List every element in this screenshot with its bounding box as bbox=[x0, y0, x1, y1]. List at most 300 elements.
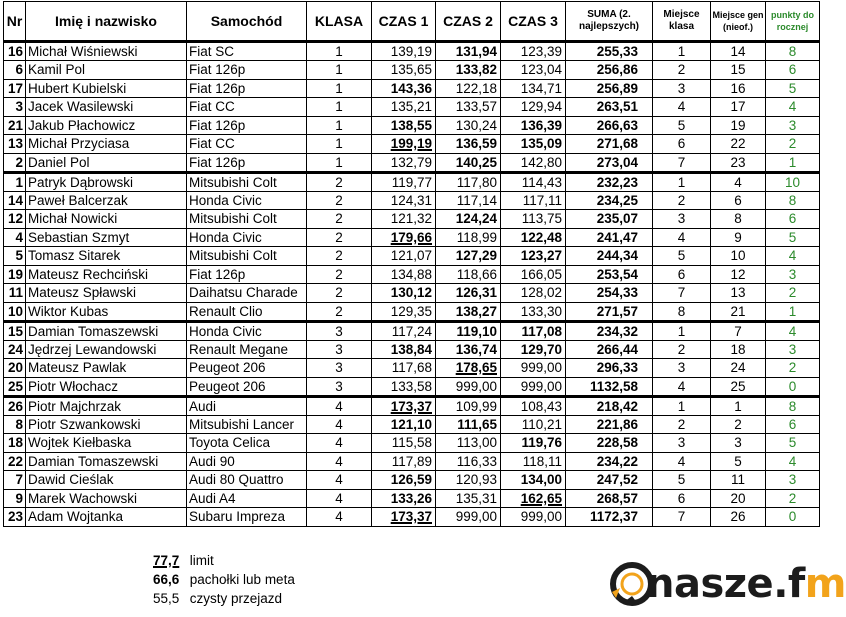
cell-klasa: 3 bbox=[307, 377, 372, 396]
cell-nr: 1 bbox=[4, 172, 26, 191]
cell-czas3: 117,08 bbox=[501, 321, 566, 340]
cell-suma: 232,23 bbox=[566, 172, 653, 191]
cell-czas2: 140,25 bbox=[436, 153, 501, 172]
cell-car: Subaru Impreza bbox=[187, 508, 307, 527]
cell-czas1: 124,31 bbox=[372, 191, 436, 210]
cell-car: Renault Clio bbox=[187, 302, 307, 321]
cell-name: Tomasz Sitarek bbox=[26, 247, 187, 266]
cell-gen: 2 bbox=[711, 415, 766, 434]
cell-name: Mateusz Rechciński bbox=[26, 265, 187, 284]
cell-klasa: 4 bbox=[307, 452, 372, 471]
table-row bbox=[4, 247, 820, 266]
cell-car: Honda Civic bbox=[187, 321, 307, 340]
cell-place: 3 bbox=[653, 359, 711, 378]
table-row bbox=[4, 135, 820, 154]
cell-klasa: 4 bbox=[307, 471, 372, 490]
legend-item bbox=[153, 589, 295, 608]
cell-czas1: 129,35 bbox=[372, 302, 436, 321]
cell-nr: 14 bbox=[4, 191, 26, 210]
cell-czas3: 142,80 bbox=[501, 153, 566, 172]
cell-car: Fiat 126p bbox=[187, 61, 307, 80]
cell-points: 3 bbox=[766, 265, 820, 284]
cell-czas1: 119,77 bbox=[372, 172, 436, 191]
table-row bbox=[4, 489, 820, 508]
cell-points: 3 bbox=[766, 340, 820, 359]
cell-nr: 7 bbox=[4, 471, 26, 490]
cell-czas3: 128,02 bbox=[501, 284, 566, 303]
cell-car: Toyota Celica bbox=[187, 434, 307, 453]
cell-nr: 24 bbox=[4, 340, 26, 359]
cell-czas2: 119,10 bbox=[436, 321, 501, 340]
cell-czas1: 179,66 bbox=[372, 228, 436, 247]
cell-klasa: 2 bbox=[307, 302, 372, 321]
cell-czas2: 127,29 bbox=[436, 247, 501, 266]
table-row bbox=[4, 42, 820, 61]
cell-place: 5 bbox=[653, 247, 711, 266]
header-name: Imię i nazwisko bbox=[26, 2, 187, 42]
cell-klasa: 1 bbox=[307, 98, 372, 117]
cell-car: Fiat 126p bbox=[187, 116, 307, 135]
cell-points: 6 bbox=[766, 210, 820, 229]
cell-suma: 1172,37 bbox=[566, 508, 653, 527]
cell-place: 7 bbox=[653, 284, 711, 303]
table-row bbox=[4, 452, 820, 471]
cell-nr: 21 bbox=[4, 116, 26, 135]
cell-points: 0 bbox=[766, 508, 820, 527]
cell-klasa: 2 bbox=[307, 191, 372, 210]
cell-czas2: 136,59 bbox=[436, 135, 501, 154]
cell-points: 2 bbox=[766, 135, 820, 154]
cell-gen: 11 bbox=[711, 471, 766, 490]
cell-points: 8 bbox=[766, 191, 820, 210]
cell-name: Piotr Włochacz bbox=[26, 377, 187, 396]
cell-points: 6 bbox=[766, 61, 820, 80]
cell-czas3: 122,48 bbox=[501, 228, 566, 247]
cell-czas1: 132,79 bbox=[372, 153, 436, 172]
cell-suma: 271,57 bbox=[566, 302, 653, 321]
header-czas2: CZAS 2 bbox=[436, 2, 501, 42]
cell-klasa: 1 bbox=[307, 116, 372, 135]
table-row bbox=[4, 228, 820, 247]
cell-name: Paweł Balcerzak bbox=[26, 191, 187, 210]
cell-suma: 228,58 bbox=[566, 434, 653, 453]
cell-points: 4 bbox=[766, 247, 820, 266]
cell-nr: 19 bbox=[4, 265, 26, 284]
cell-czas2: 135,31 bbox=[436, 489, 501, 508]
table-row bbox=[4, 377, 820, 396]
cell-czas2: 999,00 bbox=[436, 508, 501, 527]
cell-klasa: 2 bbox=[307, 210, 372, 229]
cell-czas2: 133,57 bbox=[436, 98, 501, 117]
cell-name: Marek Wachowski bbox=[26, 489, 187, 508]
cell-car: Mitsubishi Colt bbox=[187, 247, 307, 266]
cell-suma: 256,86 bbox=[566, 61, 653, 80]
cell-czas1: 121,32 bbox=[372, 210, 436, 229]
legend-label: czysty przejazd bbox=[189, 591, 283, 606]
cell-gen: 12 bbox=[711, 265, 766, 284]
cell-points: 8 bbox=[766, 396, 820, 415]
cell-place: 1 bbox=[653, 396, 711, 415]
cell-suma: 266,63 bbox=[566, 116, 653, 135]
cell-suma: 255,33 bbox=[566, 42, 653, 61]
logo-brand: nasze.fm bbox=[646, 561, 846, 607]
table-row bbox=[4, 284, 820, 303]
cell-klasa: 1 bbox=[307, 42, 372, 61]
cell-points: 5 bbox=[766, 434, 820, 453]
cell-czas1: 133,26 bbox=[372, 489, 436, 508]
cell-czas1: 139,19 bbox=[372, 42, 436, 61]
cell-suma: 253,54 bbox=[566, 265, 653, 284]
cell-suma: 271,68 bbox=[566, 135, 653, 154]
legend-item bbox=[153, 570, 295, 589]
cell-czas3: 123,39 bbox=[501, 42, 566, 61]
cell-gen: 20 bbox=[711, 489, 766, 508]
cell-car: Audi 90 bbox=[187, 452, 307, 471]
header-klasa: KLASA bbox=[307, 2, 372, 42]
cell-klasa: 1 bbox=[307, 79, 372, 98]
cell-czas1: 126,59 bbox=[372, 471, 436, 490]
cell-points: 1 bbox=[766, 302, 820, 321]
cell-place: 6 bbox=[653, 135, 711, 154]
cell-name: Jędrzej Lewandowski bbox=[26, 340, 187, 359]
table-row bbox=[4, 340, 820, 359]
cell-gen: 15 bbox=[711, 61, 766, 80]
legend-value: 77,7 bbox=[153, 553, 180, 568]
cell-klasa: 4 bbox=[307, 415, 372, 434]
cell-gen: 1 bbox=[711, 396, 766, 415]
cell-nr: 3 bbox=[4, 98, 26, 117]
cell-klasa: 3 bbox=[307, 340, 372, 359]
cell-car: Renault Megane bbox=[187, 340, 307, 359]
cell-name: Wojtek Kiełbaska bbox=[26, 434, 187, 453]
cell-czas3: 118,11 bbox=[501, 452, 566, 471]
cell-car: Fiat 126p bbox=[187, 265, 307, 284]
cell-czas3: 119,76 bbox=[501, 434, 566, 453]
cell-nr: 6 bbox=[4, 61, 26, 80]
cell-points: 8 bbox=[766, 42, 820, 61]
cell-czas2: 131,94 bbox=[436, 42, 501, 61]
cell-klasa: 2 bbox=[307, 265, 372, 284]
cell-nr: 8 bbox=[4, 415, 26, 434]
cell-czas3: 166,05 bbox=[501, 265, 566, 284]
cell-klasa: 2 bbox=[307, 247, 372, 266]
results-table bbox=[3, 1, 820, 527]
cell-nr: 9 bbox=[4, 489, 26, 508]
cell-car: Daihatsu Charade bbox=[187, 284, 307, 303]
legend-value: 66,6 bbox=[153, 572, 180, 587]
cell-czas2: 178,65 bbox=[436, 359, 501, 378]
cell-gen: 25 bbox=[711, 377, 766, 396]
cell-czas3: 999,00 bbox=[501, 377, 566, 396]
cell-suma: 221,86 bbox=[566, 415, 653, 434]
cell-czas1: 173,37 bbox=[372, 396, 436, 415]
cell-car: Audi bbox=[187, 396, 307, 415]
header-car: Samochód bbox=[187, 2, 307, 42]
cell-car: Mitsubishi Colt bbox=[187, 172, 307, 191]
cell-place: 7 bbox=[653, 508, 711, 527]
cell-place: 4 bbox=[653, 452, 711, 471]
cell-name: Michał Nowicki bbox=[26, 210, 187, 229]
table-row bbox=[4, 79, 820, 98]
cell-klasa: 2 bbox=[307, 228, 372, 247]
cell-nr: 18 bbox=[4, 434, 26, 453]
cell-place: 4 bbox=[653, 228, 711, 247]
cell-czas3: 129,70 bbox=[501, 340, 566, 359]
cell-points: 5 bbox=[766, 228, 820, 247]
table-row bbox=[4, 210, 820, 229]
cell-nr: 17 bbox=[4, 79, 26, 98]
cell-czas3: 123,04 bbox=[501, 61, 566, 80]
cell-czas2: 118,66 bbox=[436, 265, 501, 284]
cell-czas1: 121,10 bbox=[372, 415, 436, 434]
cell-nr: 23 bbox=[4, 508, 26, 527]
cell-nr: 15 bbox=[4, 321, 26, 340]
cell-czas2: 130,24 bbox=[436, 116, 501, 135]
cell-czas2: 111,65 bbox=[436, 415, 501, 434]
cell-czas2: 136,74 bbox=[436, 340, 501, 359]
table-row bbox=[4, 434, 820, 453]
cell-place: 1 bbox=[653, 321, 711, 340]
cell-gen: 7 bbox=[711, 321, 766, 340]
cell-gen: 24 bbox=[711, 359, 766, 378]
cell-car: Fiat CC bbox=[187, 98, 307, 117]
cell-klasa: 1 bbox=[307, 61, 372, 80]
legend-label: limit bbox=[189, 553, 214, 568]
cell-place: 5 bbox=[653, 116, 711, 135]
cell-place: 6 bbox=[653, 265, 711, 284]
cell-points: 1 bbox=[766, 153, 820, 172]
cell-klasa: 1 bbox=[307, 135, 372, 154]
table-row bbox=[4, 302, 820, 321]
cell-czas2: 124,24 bbox=[436, 210, 501, 229]
cell-czas2: 117,14 bbox=[436, 191, 501, 210]
cell-place: 2 bbox=[653, 191, 711, 210]
cell-czas2: 113,00 bbox=[436, 434, 501, 453]
cell-nr: 12 bbox=[4, 210, 26, 229]
cell-czas1: 173,37 bbox=[372, 508, 436, 527]
cell-czas2: 120,93 bbox=[436, 471, 501, 490]
cell-gen: 5 bbox=[711, 452, 766, 471]
cell-name: Jacek Wasilewski bbox=[26, 98, 187, 117]
cell-klasa: 2 bbox=[307, 172, 372, 191]
cell-gen: 4 bbox=[711, 172, 766, 191]
cell-suma: 256,89 bbox=[566, 79, 653, 98]
cell-car: Mitsubishi Lancer bbox=[187, 415, 307, 434]
cell-car: Audi A4 bbox=[187, 489, 307, 508]
cell-place: 7 bbox=[653, 153, 711, 172]
cell-czas3: 136,39 bbox=[501, 116, 566, 135]
header-nr: Nr bbox=[4, 2, 26, 42]
table-row bbox=[4, 321, 820, 340]
cell-czas2: 116,33 bbox=[436, 452, 501, 471]
cell-name: Mateusz Spławski bbox=[26, 284, 187, 303]
cell-gen: 6 bbox=[711, 191, 766, 210]
cell-place: 4 bbox=[653, 377, 711, 396]
cell-gen: 19 bbox=[711, 116, 766, 135]
cell-czas2: 138,27 bbox=[436, 302, 501, 321]
cell-name: Adam Wojtanka bbox=[26, 508, 187, 527]
header-points: punkty do rocznej bbox=[766, 2, 820, 42]
cell-place: 2 bbox=[653, 61, 711, 80]
cell-czas2: 109,99 bbox=[436, 396, 501, 415]
cell-gen: 9 bbox=[711, 228, 766, 247]
cell-points: 5 bbox=[766, 79, 820, 98]
cell-czas2: 122,18 bbox=[436, 79, 501, 98]
cell-car: Honda Civic bbox=[187, 191, 307, 210]
table-row bbox=[4, 265, 820, 284]
table-row bbox=[4, 98, 820, 117]
cell-place: 3 bbox=[653, 79, 711, 98]
cell-suma: 234,32 bbox=[566, 321, 653, 340]
cell-name: Michał Przyciasa bbox=[26, 135, 187, 154]
cell-name: Hubert Kubielski bbox=[26, 79, 187, 98]
cell-car: Audi 80 Quattro bbox=[187, 471, 307, 490]
cell-czas3: 129,94 bbox=[501, 98, 566, 117]
cell-czas3: 110,21 bbox=[501, 415, 566, 434]
cell-name: Michał Wiśniewski bbox=[26, 42, 187, 61]
cell-nr: 26 bbox=[4, 396, 26, 415]
table-row bbox=[4, 191, 820, 210]
header-czas3: CZAS 3 bbox=[501, 2, 566, 42]
legend bbox=[153, 551, 295, 608]
cell-suma: 263,51 bbox=[566, 98, 653, 117]
cell-klasa: 1 bbox=[307, 153, 372, 172]
cell-points: 2 bbox=[766, 284, 820, 303]
cell-czas1: 138,84 bbox=[372, 340, 436, 359]
cell-czas1: 117,24 bbox=[372, 321, 436, 340]
cell-suma: 244,34 bbox=[566, 247, 653, 266]
cell-czas3: 999,00 bbox=[501, 359, 566, 378]
cell-name: Damian Tomaszewski bbox=[26, 452, 187, 471]
table-header bbox=[4, 2, 820, 42]
cell-name: Damian Tomaszewski bbox=[26, 321, 187, 340]
cell-suma: 266,44 bbox=[566, 340, 653, 359]
cell-suma: 268,57 bbox=[566, 489, 653, 508]
cell-place: 1 bbox=[653, 42, 711, 61]
cell-car: Fiat CC bbox=[187, 135, 307, 154]
cell-name: Piotr Majchrzak bbox=[26, 396, 187, 415]
logo-accent-letter: m bbox=[804, 561, 846, 607]
cell-place: 5 bbox=[653, 471, 711, 490]
legend-label: pachołki lub meta bbox=[189, 572, 295, 587]
cell-czas3: 133,30 bbox=[501, 302, 566, 321]
header-gen: Miejsce gen (nieof.) bbox=[711, 2, 766, 42]
cell-nr: 16 bbox=[4, 42, 26, 61]
cell-gen: 21 bbox=[711, 302, 766, 321]
cell-czas1: 138,55 bbox=[372, 116, 436, 135]
cell-place: 4 bbox=[653, 98, 711, 117]
cell-czas2: 117,80 bbox=[436, 172, 501, 191]
cell-czas1: 115,58 bbox=[372, 434, 436, 453]
cell-gen: 14 bbox=[711, 42, 766, 61]
cell-czas2: 126,31 bbox=[436, 284, 501, 303]
header-czas1: CZAS 1 bbox=[372, 2, 436, 42]
cell-suma: 241,47 bbox=[566, 228, 653, 247]
cell-klasa: 4 bbox=[307, 508, 372, 527]
cell-czas2: 999,00 bbox=[436, 377, 501, 396]
cell-klasa: 4 bbox=[307, 396, 372, 415]
cell-suma: 254,33 bbox=[566, 284, 653, 303]
cell-suma: 235,07 bbox=[566, 210, 653, 229]
cell-czas1: 135,65 bbox=[372, 61, 436, 80]
cell-name: Sebastian Szmyt bbox=[26, 228, 187, 247]
cell-czas3: 134,00 bbox=[501, 471, 566, 490]
cell-name: Wiktor Kubas bbox=[26, 302, 187, 321]
cell-czas3: 135,09 bbox=[501, 135, 566, 154]
cell-czas1: 134,88 bbox=[372, 265, 436, 284]
table-row bbox=[4, 508, 820, 527]
cell-name: Daniel Pol bbox=[26, 153, 187, 172]
cell-suma: 1132,58 bbox=[566, 377, 653, 396]
cell-czas2: 133,82 bbox=[436, 61, 501, 80]
cell-nr: 11 bbox=[4, 284, 26, 303]
cell-place: 2 bbox=[653, 340, 711, 359]
cell-points: 0 bbox=[766, 377, 820, 396]
cell-points: 10 bbox=[766, 172, 820, 191]
cell-czas1: 135,21 bbox=[372, 98, 436, 117]
cell-nr: 25 bbox=[4, 377, 26, 396]
table-row bbox=[4, 396, 820, 415]
header-suma: SUMA (2. najlepszych) bbox=[566, 2, 653, 42]
cell-name: Kamil Pol bbox=[26, 61, 187, 80]
cell-klasa: 3 bbox=[307, 321, 372, 340]
header-row bbox=[4, 2, 820, 42]
cell-czas1: 133,58 bbox=[372, 377, 436, 396]
cell-car: Fiat SC bbox=[187, 42, 307, 61]
logo-text bbox=[646, 560, 846, 608]
cell-points: 4 bbox=[766, 321, 820, 340]
cell-klasa: 2 bbox=[307, 284, 372, 303]
cell-car: Fiat 126p bbox=[187, 79, 307, 98]
cell-nr: 20 bbox=[4, 359, 26, 378]
cell-klasa: 4 bbox=[307, 489, 372, 508]
cell-gen: 18 bbox=[711, 340, 766, 359]
cell-car: Honda Civic bbox=[187, 228, 307, 247]
cell-gen: 22 bbox=[711, 135, 766, 154]
cell-name: Piotr Szwankowski bbox=[26, 415, 187, 434]
cell-nr: 10 bbox=[4, 302, 26, 321]
cell-car: Mitsubishi Colt bbox=[187, 210, 307, 229]
cell-czas3: 134,71 bbox=[501, 79, 566, 98]
cell-czas1: 121,07 bbox=[372, 247, 436, 266]
cell-nr: 13 bbox=[4, 135, 26, 154]
cell-gen: 13 bbox=[711, 284, 766, 303]
cell-place: 2 bbox=[653, 415, 711, 434]
cell-name: Jakub Płachowicz bbox=[26, 116, 187, 135]
cell-nr: 4 bbox=[4, 228, 26, 247]
cell-place: 3 bbox=[653, 210, 711, 229]
cell-points: 4 bbox=[766, 98, 820, 117]
cell-czas3: 123,27 bbox=[501, 247, 566, 266]
cell-gen: 3 bbox=[711, 434, 766, 453]
legend-value: 55,5 bbox=[153, 591, 180, 606]
cell-czas3: 114,43 bbox=[501, 172, 566, 191]
header-place: Miejsce klasa bbox=[653, 2, 711, 42]
cell-suma: 273,04 bbox=[566, 153, 653, 172]
cell-nr: 2 bbox=[4, 153, 26, 172]
table-row bbox=[4, 471, 820, 490]
cell-czas1: 143,36 bbox=[372, 79, 436, 98]
cell-suma: 234,22 bbox=[566, 452, 653, 471]
cell-points: 6 bbox=[766, 415, 820, 434]
cell-gen: 23 bbox=[711, 153, 766, 172]
cell-place: 1 bbox=[653, 172, 711, 191]
cell-czas3: 113,75 bbox=[501, 210, 566, 229]
cell-czas1: 117,89 bbox=[372, 452, 436, 471]
cell-suma: 218,42 bbox=[566, 396, 653, 415]
cell-czas3: 117,11 bbox=[501, 191, 566, 210]
cell-gen: 16 bbox=[711, 79, 766, 98]
